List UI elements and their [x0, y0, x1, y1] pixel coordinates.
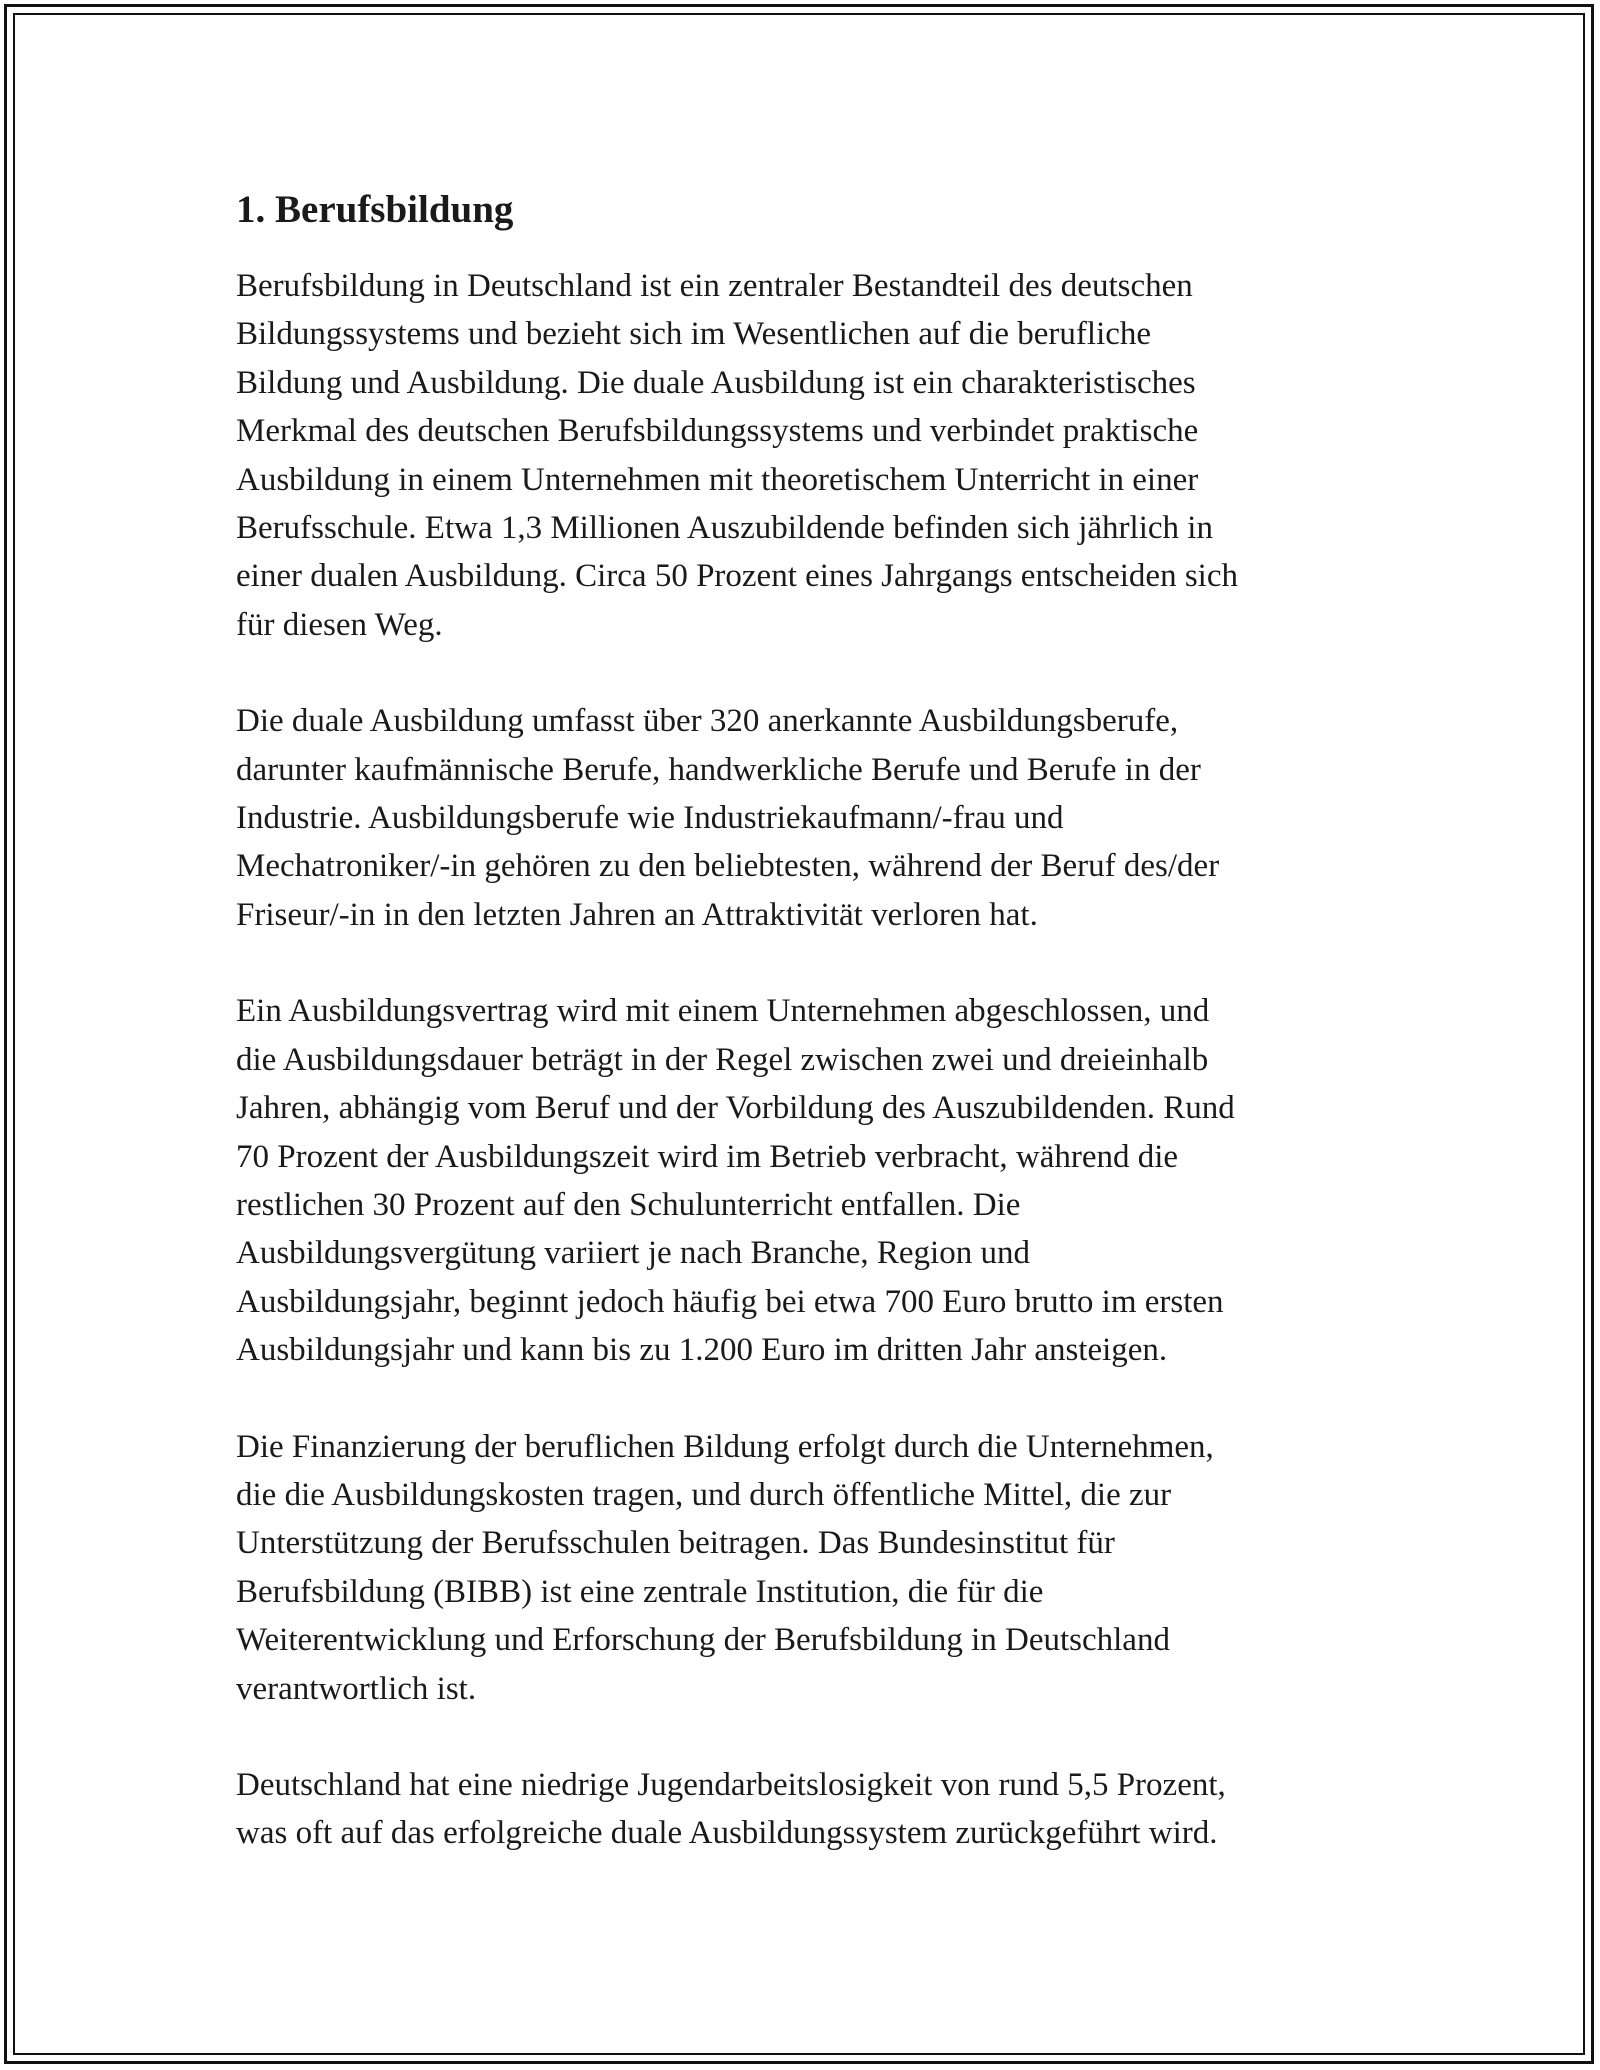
text-line: Die duale Ausbildung umfasst über 320 anerkannte Ausbildungsberufe,: [236, 703, 1179, 740]
text-line: Bildungssystems und bezieht sich im Wesentlichen auf die berufliche: [236, 316, 1152, 353]
text-line: Deutschland hat eine niedrige Jugendarbeitslosigkeit von rund 5,5 Prozent,: [236, 1766, 1226, 1803]
document-body: [236, 186, 1376, 1906]
text-line: Die Finanzierung der beruflichen Bildung erfolgt durch die Unternehmen,: [236, 1428, 1214, 1465]
text-line: Berufsschule. Etwa 1,3 Millionen Auszubildende befinden sich jährlich in: [236, 510, 1213, 547]
text-line: darunter kaufmännische Berufe, handwerkliche Berufe und Berufe in der: [236, 751, 1201, 788]
section-heading: 1. Berufsbildung: [236, 188, 514, 231]
text-line: einer dualen Ausbildung. Circa 50 Prozent eines Jahrgangs entscheiden sich: [236, 558, 1238, 595]
text-line: für diesen Weg.: [236, 606, 443, 643]
text-line: Unterstützung der Berufsschulen beitragen. Das Bundesinstitut für: [236, 1525, 1115, 1562]
text-line: restlichen 30 Prozent auf den Schulunterricht entfallen. Die: [236, 1186, 1021, 1223]
text-line: was oft auf das erfolgreiche duale Ausbildungssystem zurückgeführt wird.: [236, 1815, 1218, 1852]
paragraph-contract: [236, 987, 1376, 1374]
text-line: Ausbildungsjahr und kann bis zu 1.200 Euro im dritten Jahr ansteigen.: [236, 1332, 1168, 1369]
text-line: 70 Prozent der Ausbildungszeit wird im Betrieb verbracht, während die: [236, 1138, 1179, 1175]
text-line: Jahren, abhängig vom Beruf und der Vorbildung des Auszubildenden. Rund: [236, 1090, 1235, 1127]
text-line: Weiterentwicklung und Erforschung der Berufsbildung in Deutschland: [236, 1622, 1170, 1659]
text-line: die Ausbildungsdauer beträgt in der Regel zwischen zwei und dreieinhalb: [236, 1041, 1209, 1078]
text-line: Friseur/-in in den letzten Jahren an Attraktivität verloren hat.: [236, 896, 1038, 933]
text-line: Industrie. Ausbildungsberufe wie Industriekaufmann/-frau und: [236, 800, 1064, 837]
text-line: Merkmal des deutschen Berufsbildungssystems und verbindet praktische: [236, 413, 1199, 450]
text-line: Berufsbildung in Deutschland ist ein zentraler Bestandteil des deutschen: [236, 268, 1193, 304]
text-line: Ausbildungsvergütung variiert je nach Branche, Region und: [236, 1235, 1030, 1272]
text-line: Ein Ausbildungsvertrag wird mit einem Unternehmen abgeschlossen, und: [236, 993, 1210, 1030]
text-line: Berufsbildung (BIBB) ist eine zentrale Institution, die für die: [236, 1573, 1044, 1610]
text-line: Ausbildung in einem Unternehmen mit theoretischem Unterricht in einer: [236, 461, 1199, 498]
paragraph-professions: [236, 697, 1376, 939]
text-line: Mechatroniker/-in gehören zu den beliebtesten, während der Beruf des/der: [236, 848, 1220, 885]
text-line: die die Ausbildungskosten tragen, und durch öffentliche Mittel, die zur: [236, 1476, 1172, 1513]
paragraph-intro: [236, 262, 1376, 649]
text-line: Ausbildungsjahr, beginnt jedoch häufig bei etwa 700 Euro brutto im ersten: [236, 1283, 1224, 1320]
paragraph-financing: [236, 1423, 1376, 1713]
text-line: Bildung und Ausbildung. Die duale Ausbildung ist ein charakteristisches: [236, 364, 1196, 401]
text-line: verantwortlich ist.: [236, 1670, 477, 1707]
paragraph-unemployment: [236, 1761, 1376, 1858]
